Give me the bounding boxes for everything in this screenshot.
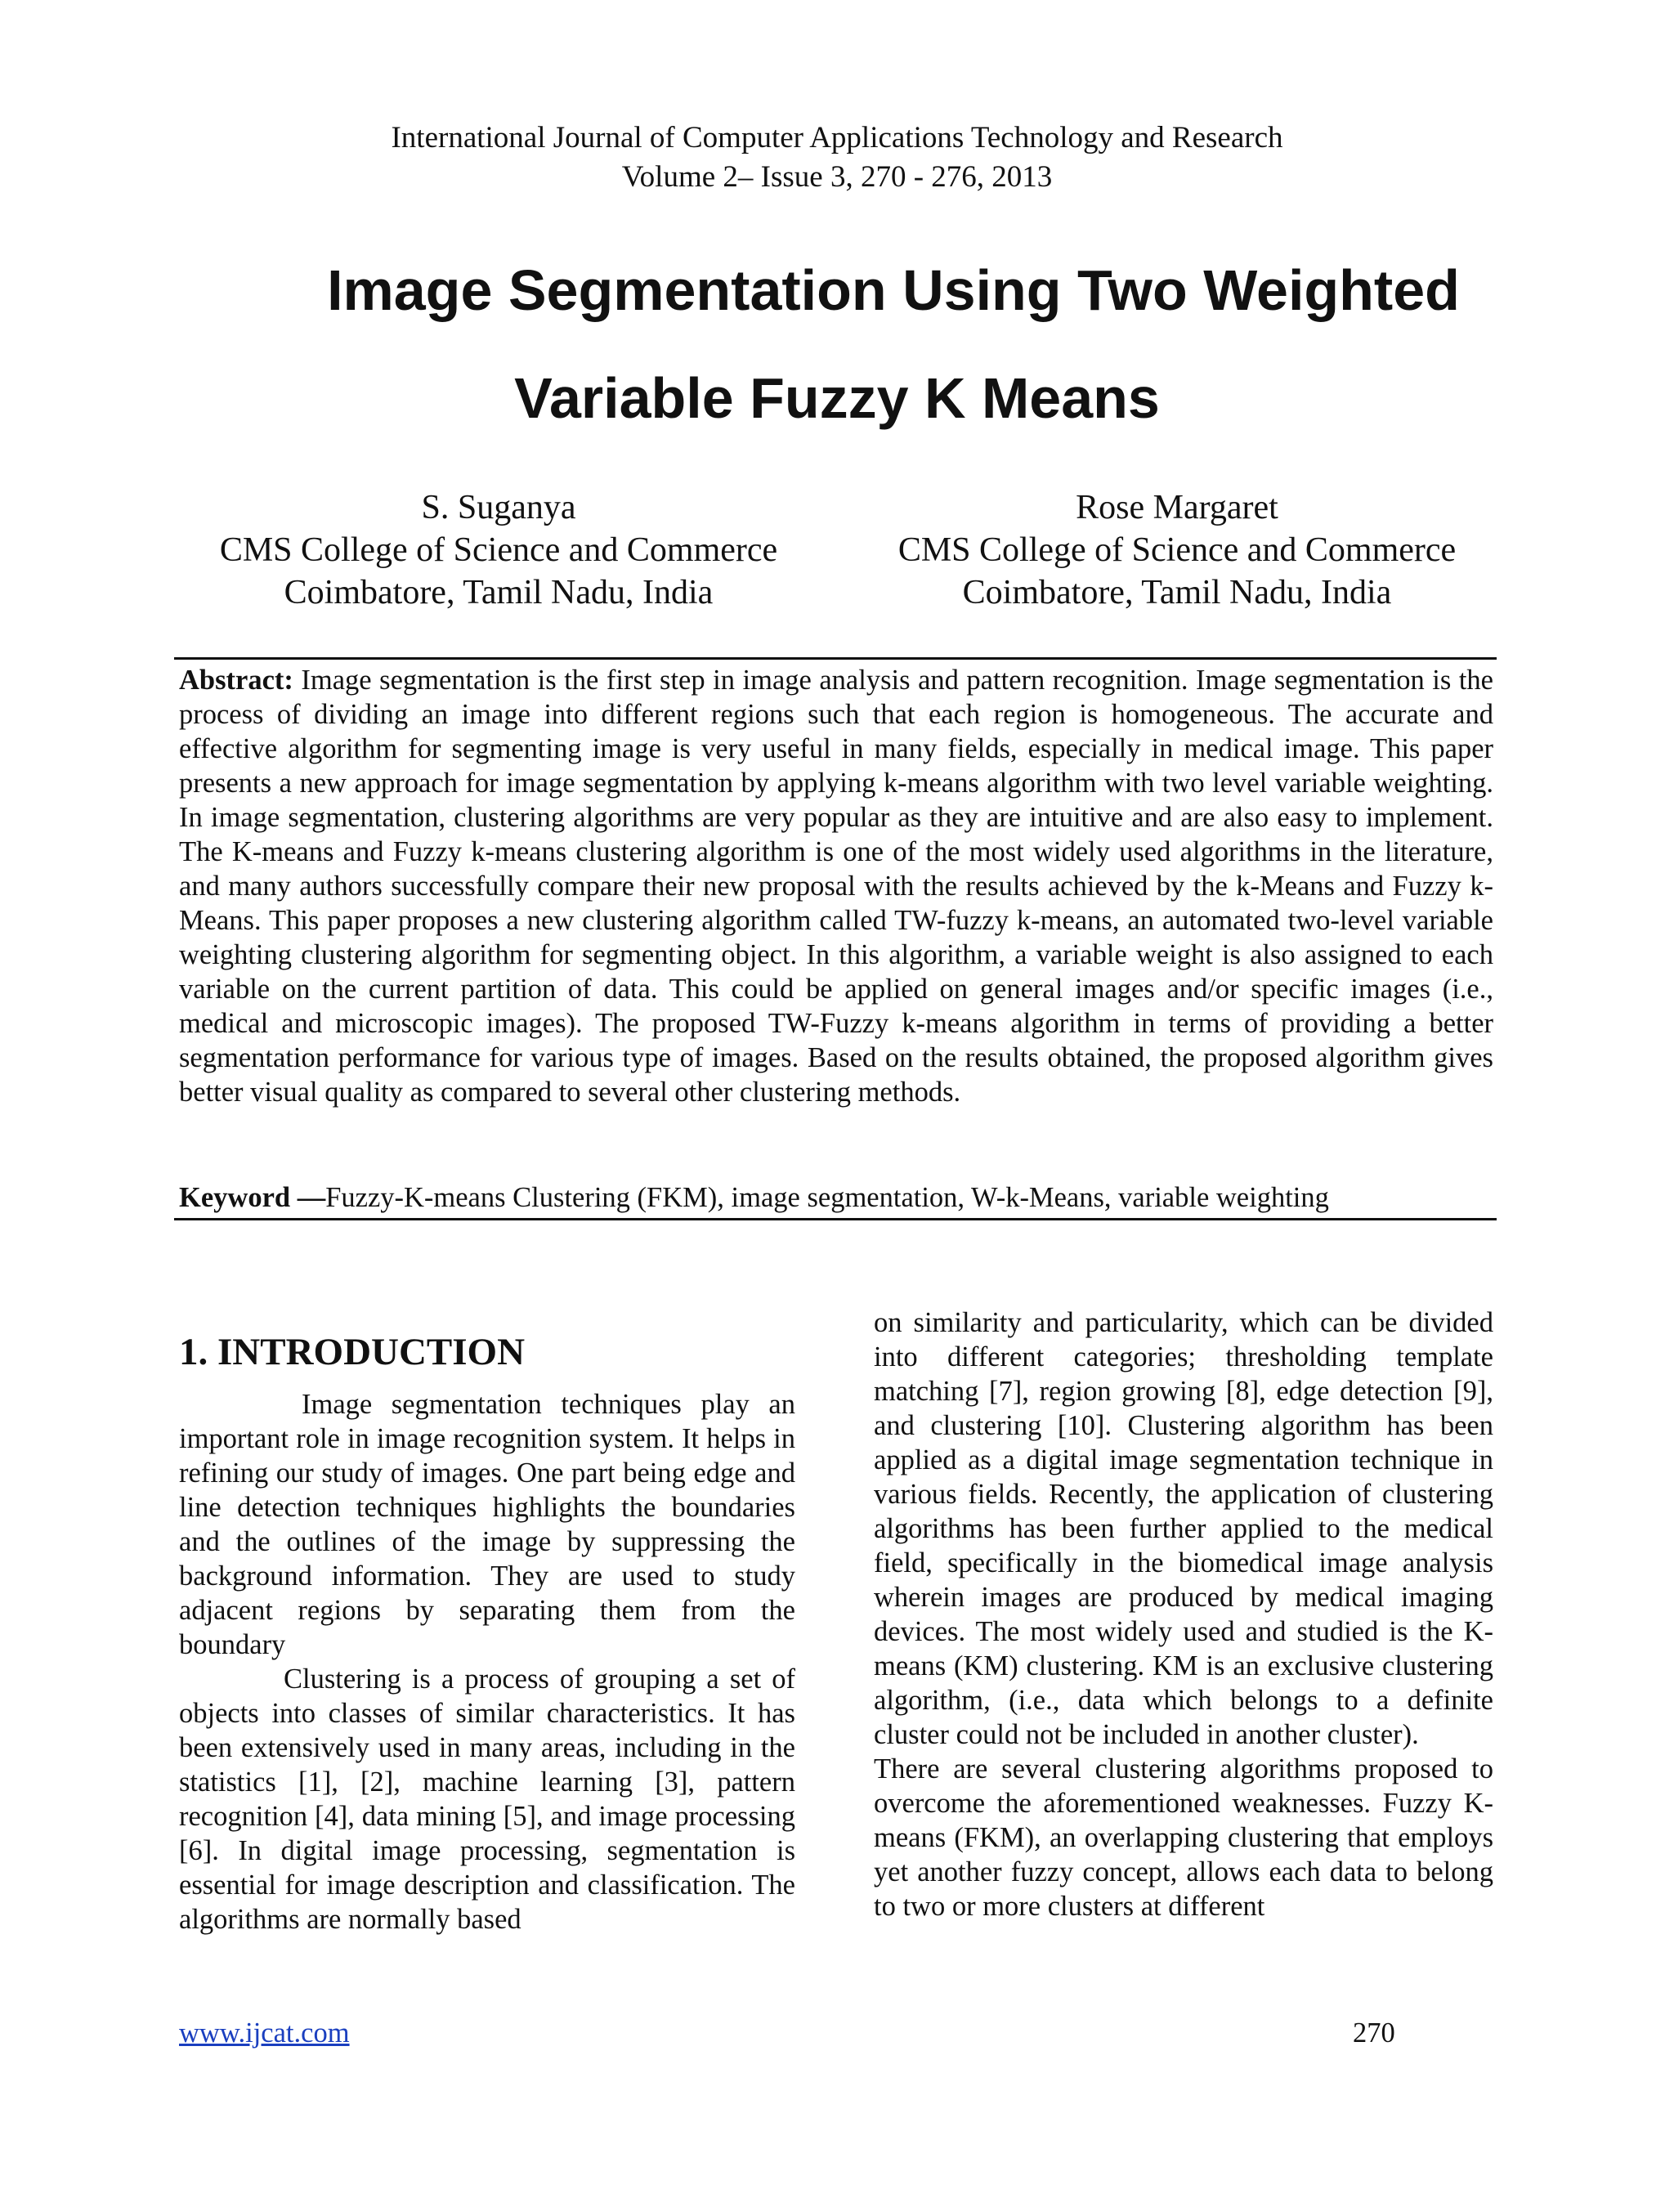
abstract-top-rule bbox=[174, 657, 1497, 660]
keywords-label: Keyword — bbox=[179, 1182, 326, 1213]
left-column bbox=[179, 1387, 795, 1937]
author-name: S. Suganya bbox=[421, 489, 576, 526]
abstract-label: Abstract: bbox=[179, 665, 293, 696]
paper-title-line1: Image Segmentation Using Two Weighted bbox=[327, 258, 1460, 322]
intro-paragraph: Clustering is a process of grouping a set of objects into classes of similar characteristics. It has been extensively used in many areas, including in the statistics [1], [2], machine learning [3], pattern recognition [4], data mining [5], and image processing [6]. In digital image processing, segmentation is essential for image description and classification. The algorithms are normally based bbox=[179, 1663, 795, 1935]
right-column bbox=[874, 1305, 1493, 1923]
abstract-text: Image segmentation is the first step in image analysis and pattern recognition. Image segmentation is the process of dividing an image into different regions such that each region is homogeneous. The accurate and effective algorithm for segmenting image is very useful in many fields, especially in medical image. This paper presents a new approach for image segmentation by applying k-means algorithm with two level variable weighting. In image segmentation, clustering algorithms are very popular as they are intuitive and are also easy to implement. The K-means and Fuzzy k-means clustering algorithm is one of the most widely used algorithms in the literature, and many authors successfully compare their new proposal with the results achieved by the k-Means and Fuzzy k-Means. This paper proposes a new clustering algorithm called TW-fuzzy k-means, an automated two-level variable weighting clustering algorithm for segmenting object. In this algorithm, a variable weight is also assigned to each variable on the current partition of data. This could be applied on general images and/or specific images (i.e., medical and microscopic images). The proposed TW-Fuzzy k-means algorithm in terms of providing a better segmentation performance for various type of images. Based on the results obtained, the proposed algorithm gives better visual quality as compared to several other clustering methods. bbox=[179, 665, 1493, 1108]
author-location: Coimbatore, Tamil Nadu, India bbox=[284, 574, 714, 611]
website-link[interactable]: www.ijcat.com bbox=[179, 2017, 350, 2049]
author-block-1 bbox=[188, 486, 809, 614]
page-number: 270 bbox=[1353, 2017, 1395, 2049]
journal-volume: Volume 2– Issue 3, 270 - 276, 2013 bbox=[621, 160, 1053, 194]
author-affiliation: CMS College of Science and Commerce bbox=[219, 531, 778, 569]
paper-title-line2: Variable Fuzzy K Means bbox=[514, 366, 1160, 430]
journal-name: International Journal of Computer Applications Technology and Research bbox=[391, 121, 1283, 154]
keywords-text: Fuzzy-K-means Clustering (FKM), image segmentation, W-k-Means, variable weighting bbox=[325, 1182, 1329, 1213]
section-heading-introduction: 1. INTRODUCTION bbox=[179, 1331, 526, 1373]
keywords bbox=[179, 1180, 1493, 1215]
intro-paragraph: on similarity and particularity, which can be divided into different categories; thresholding template matching [7], region growing [8], edge detection [9], and clustering [10]. Clustering algorithm has been applied as a digital image segmentation technique in various fields. Recently, the application of clustering algorithms has been further applied to the medical field, specifically in the biomedical image analysis wherein images are produced by medical imaging devices. The most widely used and studied is the K-means (KM) clustering. KM is an exclusive clustering algorithm, (i.e., data which belongs to a definite cluster could not be included in another cluster). bbox=[874, 1307, 1493, 1750]
author-name: Rose Margaret bbox=[1076, 489, 1278, 526]
abstract bbox=[179, 663, 1493, 1109]
author-location: Coimbatore, Tamil Nadu, India bbox=[962, 574, 1392, 611]
footer-website[interactable] bbox=[179, 2016, 350, 2050]
intro-paragraph: There are several clustering algorithms proposed to overcome the aforementioned weaknesses. Fuzzy K-means (FKM), an overlapping clustering that employs yet another fuzzy concept, allows each data to belong to two or more clusters at different bbox=[874, 1753, 1493, 1922]
keywords-bottom-rule bbox=[174, 1218, 1497, 1220]
author-block-2 bbox=[866, 486, 1488, 614]
author-affiliation: CMS College of Science and Commerce bbox=[897, 531, 1457, 569]
intro-paragraph: Image segmentation techniques play an important role in image recognition system. It helps in refining our study of images. One part being edge and line detection techniques highlights the boundaries and the outlines of the image by suppressing the background information. They are used to study adjacent regions by separating them from the boundary bbox=[179, 1389, 795, 1660]
